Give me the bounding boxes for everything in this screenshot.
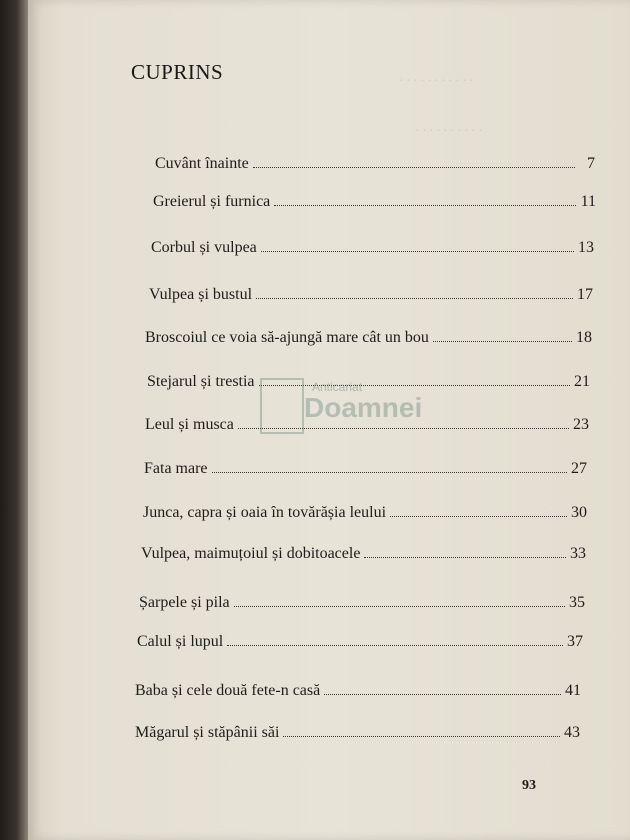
toc-entry-title: Broscoiul ce voia să-ajungă mare cât un bou — [145, 329, 429, 346]
toc-entry-page: 13 — [578, 239, 594, 256]
toc-entry — [143, 504, 587, 522]
dot-leader — [283, 735, 560, 737]
dot-leader — [234, 605, 565, 607]
watermark-line1: Anticariat — [312, 380, 363, 394]
show-through-text: . . . . . . . . . . — [416, 120, 483, 135]
toc-entry-page: 35 — [569, 594, 585, 611]
toc-entry-title: Junca, capra și oaia în tovărășia leului — [143, 504, 387, 521]
toc-entry-page: 7 — [587, 155, 595, 172]
toc-entry-page: 11 — [580, 193, 596, 210]
dot-leader — [364, 556, 566, 558]
toc-entry-title: Corbul și vulpea — [151, 239, 257, 256]
toc-entry — [149, 286, 593, 304]
show-through-text: . . . . . . . . . . . — [400, 70, 474, 85]
toc-entry-title: Măgarul și stăpânii săi — [135, 724, 280, 741]
toc-entry-title: Șarpele și pila — [139, 594, 230, 611]
book-spine-edge — [0, 0, 28, 840]
toc-entry — [139, 594, 585, 612]
page-number: 93 — [522, 778, 536, 793]
toc-entry-title: Stejarul și trestia — [147, 373, 255, 390]
dot-leader — [253, 166, 575, 168]
toc-entry — [141, 545, 586, 563]
toc-entry-title: Baba și cele două fete-n casă — [135, 682, 321, 699]
page-title: CUPRINS — [131, 60, 224, 84]
toc-entry-page: 37 — [567, 633, 583, 650]
toc-entry — [135, 682, 581, 700]
toc-entry-title: Leul și musca — [145, 416, 234, 433]
toc-entry-page: 27 — [571, 460, 587, 477]
toc-entry-title: Vulpea, maimuțoiul și dobitoacele — [141, 545, 361, 562]
dot-leader — [274, 204, 576, 206]
watermark-line2: Doamnei — [304, 392, 423, 423]
toc-entry — [155, 155, 595, 173]
watermark-logo — [260, 378, 423, 448]
watermark-book-icon — [260, 378, 304, 434]
dot-leader — [433, 340, 572, 342]
toc-entry-page: 41 — [565, 682, 581, 699]
toc-entry-page: 30 — [571, 504, 587, 521]
dot-leader — [227, 644, 563, 646]
toc-entry-page: 17 — [577, 286, 593, 303]
dot-leader — [256, 297, 573, 299]
toc-entry-page: 18 — [576, 329, 592, 346]
toc-entry-title: Calul și lupul — [137, 633, 224, 650]
toc-entry-page: 33 — [570, 545, 586, 562]
dot-leader — [212, 471, 567, 473]
toc-entry-page: 23 — [573, 416, 589, 433]
toc-entry — [151, 239, 594, 257]
toc-entry-title: Cuvânt înainte — [155, 155, 249, 172]
toc-entry-title: Vulpea și bustul — [149, 286, 253, 303]
toc-entry — [145, 329, 592, 347]
toc-entry — [144, 460, 587, 478]
toc-entry — [137, 633, 583, 651]
toc-entry-title: Greierul și furnica — [153, 193, 271, 210]
toc-entry — [135, 724, 580, 742]
dot-leader — [324, 693, 561, 695]
toc-entry-page: 43 — [564, 724, 580, 741]
book-page — [28, 0, 630, 840]
toc-entry-title: Fata mare — [144, 460, 208, 477]
dot-leader — [390, 515, 567, 517]
toc-entry-page: 21 — [574, 373, 590, 390]
dot-leader — [261, 250, 574, 252]
toc-entry — [153, 193, 596, 211]
